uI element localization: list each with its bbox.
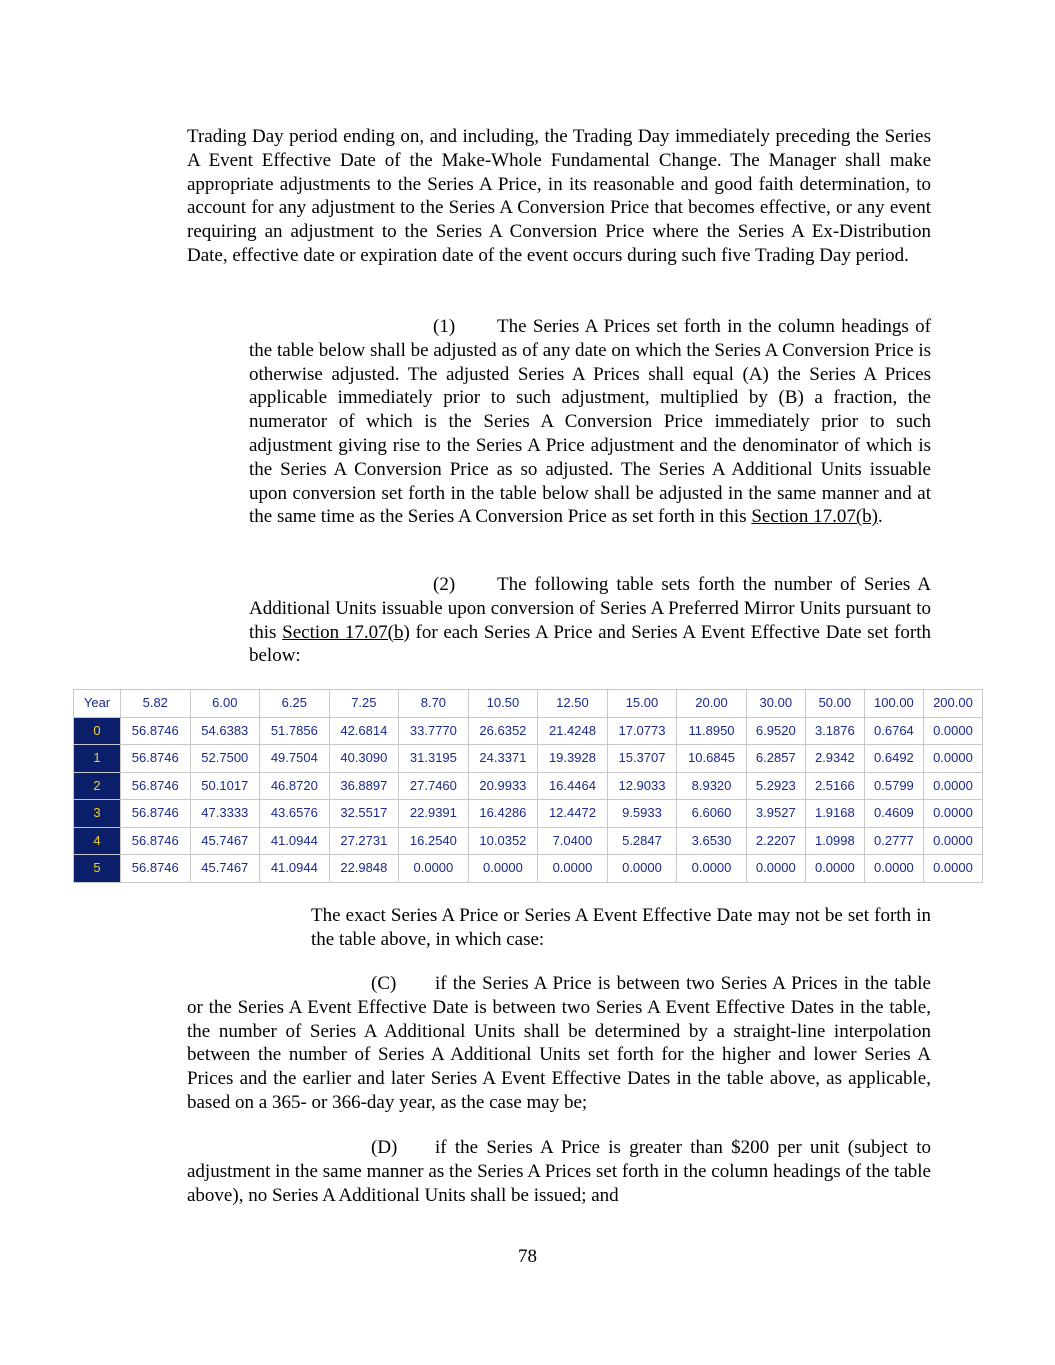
table-cell: 15.3707 [607, 745, 677, 773]
price-column-header: 15.00 [607, 690, 677, 718]
table-cell: 16.4286 [468, 800, 538, 828]
table-cell: 0.0000 [607, 855, 677, 883]
table-cell: 45.7467 [190, 827, 260, 855]
table-cell: 0.4609 [864, 800, 923, 828]
table-cell: 50.1017 [190, 772, 260, 800]
table-cell: 0.5799 [864, 772, 923, 800]
table-cell: 16.2540 [399, 827, 469, 855]
paragraph-1-text: The Series A Prices set forth in the column headings of the table below shall be adjusted as of any date on which the Series A Conversion Price is otherwise adjusted. The adjusted Series A Prices shall equal (A) the Series A Prices applicable immediately prior to such adjustment, multiplied by (B) a fraction, the numerator of which is the Series A Conversion Price immediately prior to such adjustment giving rise to the Series A Price adjustment and the denominator of which is the Series A Conversion Price as so adjusted. The Series A Additional Units issuable upon conversion set forth in the table below shall be adjusted in the same manner and at the same time as the Series A Conversion Price as set forth in this [249, 316, 931, 528]
table-cell: 9.5933 [607, 800, 677, 828]
table-cell: 17.0773 [607, 717, 677, 745]
table-cell: 12.9033 [607, 772, 677, 800]
table-cell: 0.0000 [538, 855, 608, 883]
price-column-header: 6.00 [190, 690, 260, 718]
table-cell: 2.2207 [746, 827, 805, 855]
price-column-header: 200.00 [923, 690, 982, 718]
price-column-header: 7.25 [329, 690, 399, 718]
table-cell: 3.6530 [677, 827, 747, 855]
page-number: 78 [518, 1246, 537, 1267]
table-row [74, 827, 983, 855]
price-column-header: 100.00 [864, 690, 923, 718]
table-cell: 41.0944 [260, 855, 330, 883]
table-cell: 8.9320 [677, 772, 747, 800]
table-cell: 56.8746 [121, 855, 191, 883]
year-cell: 2 [74, 772, 121, 800]
paragraph-c [187, 972, 931, 1115]
year-column-header: Year [74, 690, 121, 718]
table-cell: 33.7770 [399, 717, 469, 745]
section-reference-link: Section 17.07(b) [751, 506, 879, 528]
table-row [74, 800, 983, 828]
table-cell: 3.9527 [746, 800, 805, 828]
table-cell: 40.3090 [329, 745, 399, 773]
table-cell: 45.7467 [190, 855, 260, 883]
paragraph-c-number: (C) [371, 973, 397, 994]
table-cell: 3.1876 [805, 717, 864, 745]
paragraph-d-text: if the Series A Price is greater than $200 per unit (subject to adjustment in the same manner as the Series A Prices set forth in the column headings of the table above), no Series A Additional Units shall be issued; and [187, 1137, 931, 1206]
table-cell: 54.6383 [190, 717, 260, 745]
paragraph-exact-price-text: The exact Series A Price or Series A Event Effective Date may not be set forth in the table above, in which case: [311, 905, 931, 950]
price-column-header: 30.00 [746, 690, 805, 718]
table-cell: 49.7504 [260, 745, 330, 773]
year-cell: 4 [74, 827, 121, 855]
table-header-row [74, 690, 983, 718]
table-cell: 21.4248 [538, 717, 608, 745]
table-cell: 0.6492 [864, 745, 923, 773]
intro-paragraph: Trading Day period ending on, and including, the Trading Day immediately preceding the Series A Event Effective Date of the Make-Whole Fundamental Change. The Manager shall make appropriate adjustments to the Series A Price, in its reasonable and good faith determination, to account for any adjustment to the Series A Conversion Price that becomes effective, or any event requiring an adjustment to the Series A Conversion Price where the Series A Ex-Distribution Date, effective date or expiration date of the event occurs during such five Trading Day period. [187, 126, 931, 266]
table-cell: 10.0352 [468, 827, 538, 855]
table-cell: 0.2777 [864, 827, 923, 855]
year-cell: 5 [74, 855, 121, 883]
table-cell: 36.8897 [329, 772, 399, 800]
table-cell: 52.7500 [190, 745, 260, 773]
price-column-header: 6.25 [260, 690, 330, 718]
paragraph-2-text-a: The following table sets forth the number of Series A Additional Units issuable upon conversion of Series A Preferred Mirror Units pursuant to this [249, 574, 931, 643]
table-cell: 32.5517 [329, 800, 399, 828]
table-row [74, 855, 983, 883]
table-cell: 0.0000 [923, 827, 982, 855]
table-cell: 6.2857 [746, 745, 805, 773]
table-row [74, 717, 983, 745]
table-cell: 31.3195 [399, 745, 469, 773]
table-cell: 56.8746 [121, 772, 191, 800]
table-cell: 0.0000 [864, 855, 923, 883]
price-column-header: 20.00 [677, 690, 747, 718]
table-cell: 0.6764 [864, 717, 923, 745]
paragraph-c-text: if the Series A Price is between two Series A Prices in the table or the Series A Event Effective Date is between two Series A Event Effective Dates in the table, the number of Series A Additional Units shall be determined by a straight-line interpolation between the number of Series A Additional Units set forth for the higher and lower Series A Prices and the earlier and later Series A Event Effective Dates in the table above, as applicable, based on a 365- or 366-day year, as the case may be; [187, 973, 931, 1113]
table-cell: 5.2847 [607, 827, 677, 855]
table-cell: 22.9391 [399, 800, 469, 828]
paragraph-2-text-b: for each Series A Price and Series A Event Effective Date set forth below: [249, 621, 932, 667]
table-cell: 27.2731 [329, 827, 399, 855]
table-cell: 0.0000 [746, 855, 805, 883]
table-cell: 0.0000 [805, 855, 864, 883]
price-column-header: 50.00 [805, 690, 864, 718]
year-cell: 0 [74, 717, 121, 745]
paragraph-d [187, 1136, 931, 1207]
table-cell: 16.4464 [538, 772, 608, 800]
table-cell: 6.9520 [746, 717, 805, 745]
additional-units-table [73, 689, 983, 883]
table-cell: 0.0000 [399, 855, 469, 883]
section-reference-link: Section 17.07(b) [282, 621, 410, 643]
price-column-header: 12.50 [538, 690, 608, 718]
paragraph-1-end: . [878, 506, 883, 528]
paragraph-d-number: (D) [371, 1137, 398, 1158]
table-cell: 2.5166 [805, 772, 864, 800]
table-row [74, 745, 983, 773]
table-cell: 0.0000 [468, 855, 538, 883]
table-cell: 46.8720 [260, 772, 330, 800]
table-cell: 1.9168 [805, 800, 864, 828]
table-cell: 56.8746 [121, 827, 191, 855]
table-cell: 0.0000 [923, 717, 982, 745]
table-cell: 12.4472 [538, 800, 608, 828]
table-cell: 26.6352 [468, 717, 538, 745]
price-column-header: 5.82 [121, 690, 191, 718]
table-cell: 51.7856 [260, 717, 330, 745]
table-cell: 0.0000 [923, 745, 982, 773]
paragraph-1 [249, 315, 931, 529]
price-column-header: 10.50 [468, 690, 538, 718]
table-row [74, 772, 983, 800]
paragraph-1-number: (1) [433, 316, 456, 337]
table-cell: 0.0000 [923, 800, 982, 828]
table-cell: 41.0944 [260, 827, 330, 855]
table-cell: 11.8950 [677, 717, 747, 745]
table-cell: 2.9342 [805, 745, 864, 773]
table-cell: 1.0998 [805, 827, 864, 855]
table-cell: 22.9848 [329, 855, 399, 883]
table-cell: 20.9933 [468, 772, 538, 800]
table-cell: 0.0000 [923, 772, 982, 800]
table-cell: 42.6814 [329, 717, 399, 745]
table-cell: 0.0000 [923, 855, 982, 883]
table-cell: 10.6845 [677, 745, 747, 773]
paragraph-2-number: (2) [433, 574, 456, 595]
price-column-header: 8.70 [399, 690, 469, 718]
table-cell: 47.3333 [190, 800, 260, 828]
table-cell: 7.0400 [538, 827, 608, 855]
table-cell: 5.2923 [746, 772, 805, 800]
table-cell: 56.8746 [121, 800, 191, 828]
year-cell: 3 [74, 800, 121, 828]
table-cell: 43.6576 [260, 800, 330, 828]
table-cell: 27.7460 [399, 772, 469, 800]
table-cell: 56.8746 [121, 745, 191, 773]
year-cell: 1 [74, 745, 121, 773]
table-cell: 56.8746 [121, 717, 191, 745]
table-cell: 19.3928 [538, 745, 608, 773]
table-cell: 24.3371 [468, 745, 538, 773]
table-cell: 0.0000 [677, 855, 747, 883]
paragraph-exact-price [249, 904, 931, 952]
table-cell: 6.6060 [677, 800, 747, 828]
paragraph-2 [249, 573, 931, 668]
